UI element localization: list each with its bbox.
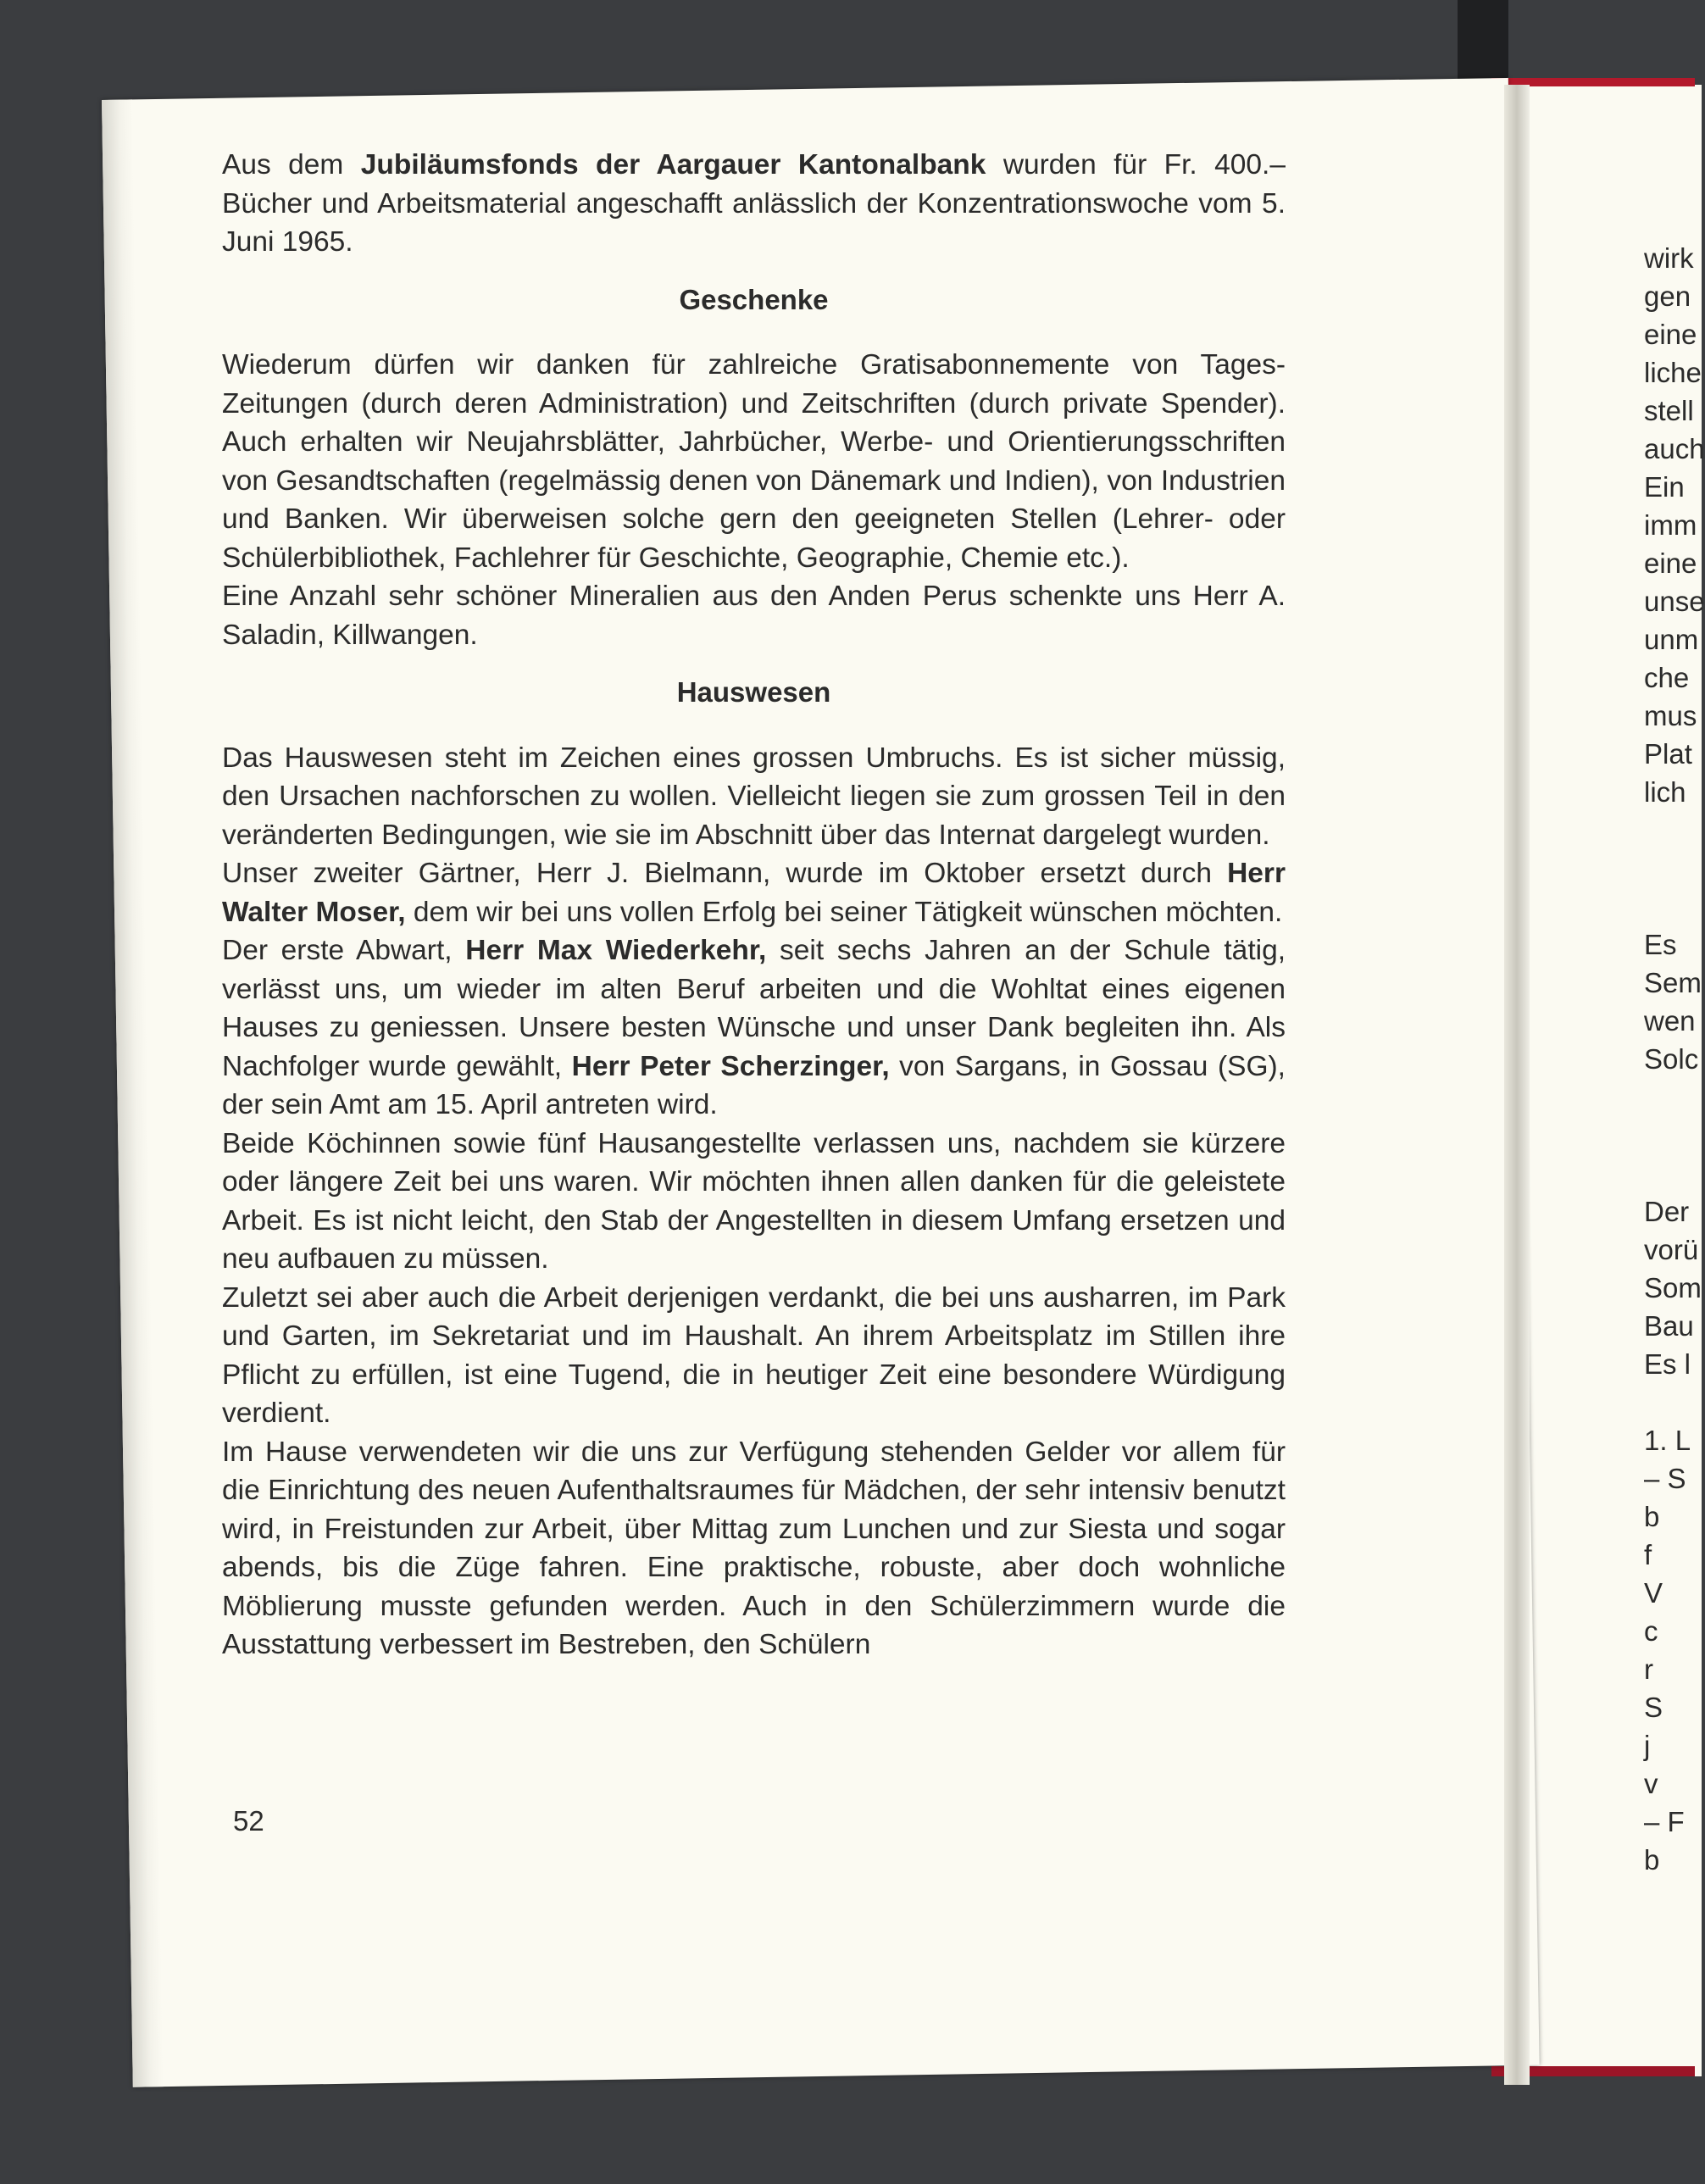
text-run: Zuletzt sei aber auch die Arbeit derjenigen verdankt, die bei uns ausharren, im Park und Garten, im Sekretariat und im Haushalt. An ihrem Arbeitsplatz im Stillen ihre Pflicht zu erfüllen, ist eine Tugend, die in heutiger Zeit eine besondere Würdigung verdient.	[222, 1281, 1286, 1429]
text-run: von Sargans, in Gossau (SG), der sein Amt am 15. April antreten wird.	[222, 1050, 1286, 1120]
right-page-line-fragment	[1644, 1383, 1705, 1421]
right-page-line-fragment: unse	[1644, 586, 1705, 617]
bold-name: Herr Max Wiederkehr,	[465, 935, 767, 966]
right-page-line-fragment: eine	[1644, 547, 1697, 579]
right-page-line-fragment: Der	[1644, 1196, 1690, 1227]
right-page-line-fragment: Ein	[1644, 471, 1685, 503]
right-page-line-fragment: f	[1644, 1539, 1652, 1570]
right-page-line-fragment: S	[1644, 1692, 1663, 1723]
right-page-line-fragment: vorü	[1644, 1234, 1699, 1265]
right-page-line-fragment: mus	[1644, 700, 1697, 731]
right-page-line-fragment	[1644, 1116, 1705, 1154]
text-run: wurden für Fr. 400.– Bücher und Arbeitsmaterial angeschafft anlässlich der Konzentrationswoche vom 5. Juni 1965.	[222, 149, 1286, 258]
right-page-line-fragment: Sem	[1644, 967, 1702, 998]
right-page-line-fragment	[1644, 849, 1705, 887]
right-page-line-fragment	[1644, 1154, 1705, 1192]
section-heading: Hauswesen	[676, 676, 831, 708]
right-page-line-fragment: stell	[1644, 395, 1694, 426]
section-heading: Geschenke	[679, 283, 829, 315]
paragraph	[222, 1125, 1286, 1279]
paragraph	[222, 854, 1286, 931]
paragraph	[222, 931, 1286, 1125]
right-page-line-fragment: – F	[1644, 1806, 1685, 1837]
right-page-line-fragment: auch	[1644, 433, 1705, 464]
right-page-line-fragment: Bau	[1644, 1310, 1694, 1342]
right-page-line-fragment: j	[1644, 1730, 1651, 1761]
book-binding-dark	[1458, 0, 1508, 85]
right-page-line-fragment: V	[1644, 1577, 1663, 1609]
right-page-line-fragment: eine	[1644, 319, 1697, 350]
right-page-line-fragment: Plat	[1644, 738, 1692, 770]
right-page-line-fragment: b	[1644, 1844, 1660, 1876]
text-run: Eine Anzahl sehr schöner Mineralien aus den Anden Perus schenkte uns Herr A. Saladin, Killwangen.	[222, 581, 1286, 651]
page-number: 52	[233, 1805, 264, 1837]
paragraph	[222, 146, 1286, 262]
left-page-text	[222, 146, 1286, 1664]
right-page-line-fragment: gen	[1644, 281, 1691, 312]
page-edge-shading	[102, 99, 164, 2087]
text-run: dem wir bei uns vollen Erfolg bei seiner Tätigkeit wünschen möchten.	[405, 896, 1283, 928]
right-page-line-fragment	[1644, 887, 1705, 925]
text-run: Der erste Abwart,	[222, 935, 466, 966]
text-run: Wiederum dürfen wir danken für zahlreiche Gratisabonnemente von Tages-Zeitungen (durch deren Administration) und Zeitschriften (durch private Spender). Auch erhalten wir Neujahrsblätter, Jahrbücher, Werbe- und Orientierungsschriften von Gesandtschaften (regelmässig denen von Dänemark und Indien), von Industrien und Banken. Wir überweisen solche gern den geeigneten Stellen (Lehrer- oder Schülerbibliothek, Fachlehrer für Geschichte, Geographie, Chemie etc.).	[222, 349, 1286, 574]
right-page-line-fragment: r	[1644, 1653, 1653, 1685]
bold-name: Herr Peter Scherzinger,	[571, 1050, 890, 1082]
text-run: seit sechs Jahren an der Schule tätig, verlässt uns, um wieder im alten Beruf arbeiten und die Wohltat eines eigenen Hauses zu geniessen. Unsere besten Wünsche und unser Dank begleiten ihn. Als Nachfolger wurde gewählt,	[222, 935, 1286, 1082]
paragraph	[222, 1279, 1286, 1433]
text-run: Im Hause verwendeten wir die uns zur Verfügung stehenden Gelder vor allem für die Einrichtung des neuen Aufenthaltsraumes für Mädchen, der sehr intensiv benutzt wird, in Freistunden zur Arbeit, über Mittag zum Lunchen und zur Siesta und sogar abends, bis die Züge fahren. Eine praktische, robuste, aber doch wohnliche Möblierung musste gefunden werden. Auch in den Schülerzimmern wurde die Ausstattung verbessert im Bestreben, den Schülern	[222, 1436, 1286, 1660]
paragraph	[222, 346, 1286, 577]
bold-name: Jubiläumsfonds der Aargauer Kantonalbank	[360, 149, 986, 181]
right-page-line-fragment: che	[1644, 662, 1690, 693]
right-page-line-fragment: Som	[1644, 1272, 1702, 1303]
book-gutter	[1504, 85, 1530, 2085]
right-page-line-fragment: imm	[1644, 509, 1697, 541]
right-page-line-fragment	[1644, 1078, 1705, 1116]
right-page-line-fragment: b	[1644, 1501, 1660, 1532]
bold-name: Herr Walter Moser,	[222, 858, 1286, 928]
right-page-line-fragment: Es	[1644, 929, 1677, 960]
right-page-text-fragments	[1644, 239, 1705, 1879]
right-page-line-fragment: Es l	[1644, 1348, 1691, 1380]
text-run: Unser zweiter Gärtner, Herr J. Bielmann, wurde im Oktober ersetzt durch	[222, 858, 1228, 889]
right-page-line-fragment: Solc	[1644, 1043, 1699, 1075]
right-page-line-fragment	[1644, 811, 1705, 849]
text-run: Das Hauswesen steht im Zeichen eines grossen Umbruchs. Es ist sicher müssig, den Ursachen nachforschen zu wollen. Vielleicht liegen sie zum grossen Teil in den veränderten Bedingungen, wie sie im Abschnitt über das Internat dargelegt wurden.	[222, 742, 1286, 851]
right-page-line-fragment: – S	[1644, 1463, 1686, 1494]
text-run: Beide Köchinnen sowie fünf Hausangestellte verlassen uns, nachdem sie kürzere oder längere Zeit bei uns waren. Wir möchten ihnen allen danken für die geleistete Arbeit. Es ist nicht leicht, den Stab der Angestellten in diesem Umfang ersetzen und neu aufbauen zu müssen.	[222, 1127, 1286, 1275]
right-page-line-fragment: liche	[1644, 357, 1702, 388]
right-page-line-fragment: wirk	[1644, 242, 1694, 274]
right-page-line-fragment: unm	[1644, 624, 1699, 655]
right-page-line-fragment: wen	[1644, 1005, 1696, 1036]
right-page-line-fragment: lich	[1644, 776, 1686, 808]
paragraph	[222, 577, 1286, 654]
right-page-line-fragment: c	[1644, 1615, 1658, 1647]
right-page-line-fragment: 1. L	[1644, 1425, 1691, 1456]
paragraph	[222, 1433, 1286, 1664]
right-page-line-fragment: v	[1644, 1768, 1658, 1799]
text-run: Aus dem	[222, 149, 361, 181]
paragraph	[222, 739, 1286, 855]
